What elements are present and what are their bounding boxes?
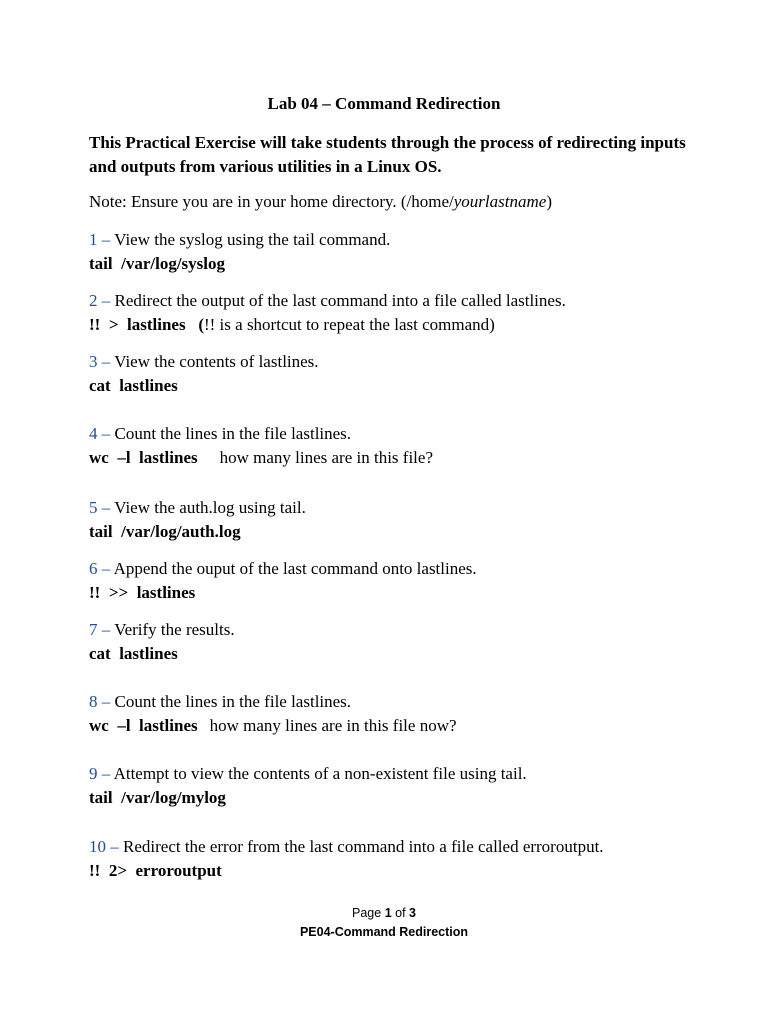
step-command: tail /var/log/syslog: [89, 254, 225, 273]
step-10: [89, 835, 709, 883]
step-text: Redirect the output of the last command into a file called lastlines.: [114, 291, 566, 310]
step-command: !! >> lastlines: [89, 583, 196, 602]
step-text: Redirect the error from the last command into a file called erroroutput.: [123, 837, 604, 856]
step-command: tail /var/log/auth.log: [89, 522, 241, 541]
step-6: [89, 557, 709, 605]
step-command: wc –l lastlines: [89, 716, 198, 735]
step-extra: how many lines are in this file?: [219, 448, 433, 467]
step-number: 1 –: [89, 230, 111, 249]
page-current: 1: [384, 906, 392, 920]
of-word: of: [395, 906, 406, 920]
note-line: [89, 192, 709, 212]
step-text: View the syslog using the tail command.: [114, 230, 391, 249]
step-number: 10 –: [89, 837, 119, 856]
step-text: Attempt to view the contents of a non-existent file using tail.: [113, 764, 527, 783]
step-command: cat lastlines: [89, 376, 178, 395]
step-command: tail /var/log/mylog: [89, 788, 226, 807]
intro-paragraph: This Practical Exercise will take students through the process of redirecting inputs and outputs from various utilities in a Linux OS.: [89, 133, 686, 176]
step-1: [89, 228, 709, 276]
step-number: 8 –: [89, 692, 111, 711]
step-3: [89, 350, 709, 398]
page-word: Page: [352, 906, 382, 920]
step-extra: !! is a shortcut to repeat the last command): [203, 315, 495, 334]
note-suffix: ): [546, 192, 552, 211]
step-4: [89, 422, 709, 470]
step-2: [89, 289, 709, 337]
step-number: 3 –: [89, 352, 111, 371]
document-title: Lab 04 – Command Redirection: [267, 94, 501, 113]
step-number: 6 –: [89, 559, 111, 578]
step-number: 7 –: [89, 620, 111, 639]
step-text: Count the lines in the file lastlines.: [114, 692, 352, 711]
step-8: [89, 690, 709, 738]
step-text: Count the lines in the file lastlines.: [114, 424, 352, 443]
step-command: !! 2> erroroutput: [89, 861, 222, 880]
step-number: 4 –: [89, 424, 111, 443]
step-9: [89, 762, 709, 810]
step-extra: how many lines are in this file now?: [209, 716, 457, 735]
step-7: [89, 618, 709, 666]
step-number: 5 –: [89, 498, 111, 517]
step-5: [89, 496, 709, 544]
footer-doc-name: PE04-Command Redirection: [299, 925, 469, 939]
step-text: Verify the results.: [114, 620, 235, 639]
step-command: wc –l lastlines: [89, 448, 198, 467]
note-italic: yourlastname: [453, 192, 547, 211]
step-command: !! > lastlines (: [89, 315, 204, 334]
page-total: 3: [409, 906, 416, 920]
step-text: Append the ouput of the last command onto lastlines.: [113, 559, 477, 578]
note-prefix: Note: Ensure you are in your home directory. (/home/: [89, 192, 454, 211]
step-number: 2 –: [89, 291, 111, 310]
page-number: [0, 906, 768, 920]
step-text: View the contents of lastlines.: [114, 352, 319, 371]
step-command: cat lastlines: [89, 644, 178, 663]
step-number: 9 –: [89, 764, 111, 783]
step-text: View the auth.log using tail.: [114, 498, 306, 517]
